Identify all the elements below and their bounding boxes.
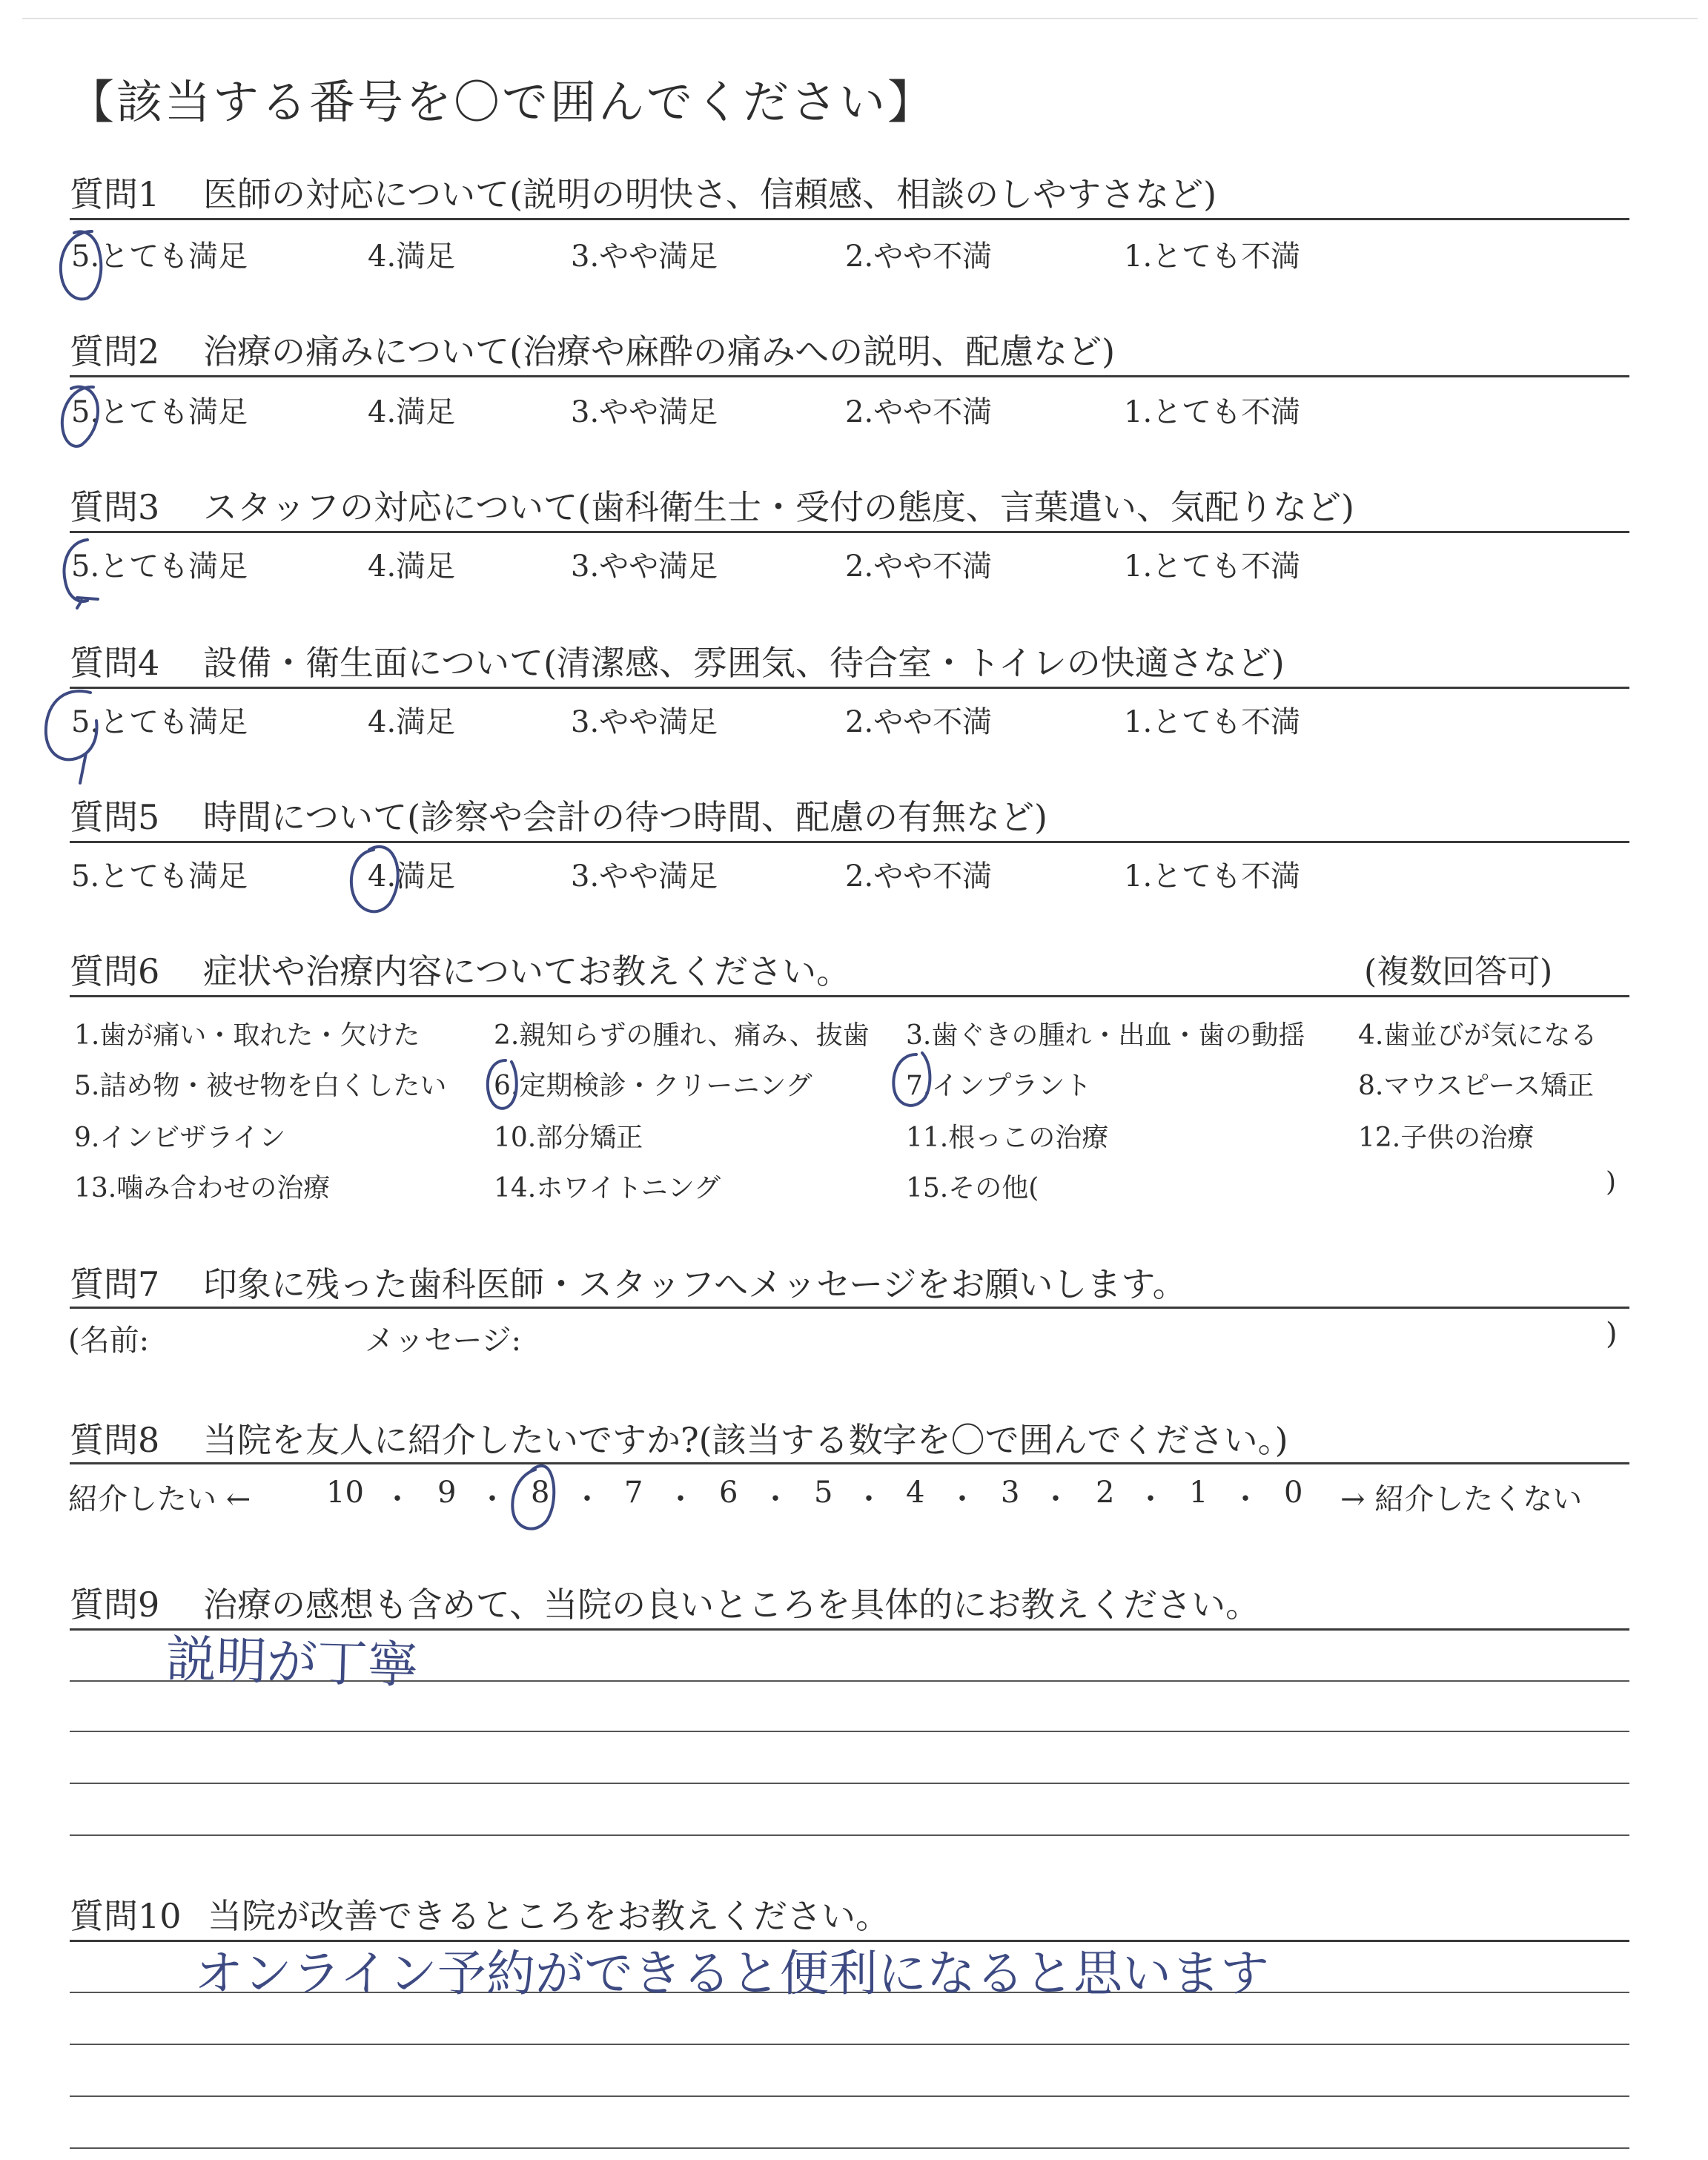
q6-answer-circle-7 bbox=[893, 1053, 930, 1106]
q8-dot: ・ bbox=[761, 1482, 790, 1516]
q8-answer-circle bbox=[512, 1466, 554, 1529]
q3-option-5[interactable]: 5.とても満足 bbox=[71, 549, 248, 584]
q1-option-2[interactable]: 2.やや不満 bbox=[845, 240, 993, 274]
q6-option-6[interactable]: 6.定期検診・クリーニング bbox=[494, 1071, 812, 1101]
q8-score-6[interactable]: 6 bbox=[719, 1476, 738, 1510]
q7-close: ) bbox=[1606, 1317, 1618, 1351]
q2-option-1[interactable]: 1.とても不満 bbox=[1124, 395, 1301, 429]
q4-text: 設備・衛生面について(清潔感、雰囲気、待合室・トイレの快適さなど) bbox=[203, 643, 1285, 683]
q2-number: 質問2 bbox=[70, 331, 160, 371]
q6-text: 症状や治療内容についてお教えください。 bbox=[203, 951, 851, 991]
q5-option-5[interactable]: 5.とても満足 bbox=[71, 859, 248, 894]
q8-right-label: → 紹介したくない bbox=[1340, 1482, 1583, 1516]
q6-option-1[interactable]: 1.歯が痛い・取れた・欠けた bbox=[74, 1020, 420, 1051]
q1-option-5[interactable]: 5.とても満足 bbox=[71, 240, 248, 274]
q2-option-3[interactable]: 3.やや満足 bbox=[571, 395, 718, 429]
q4-option-3[interactable]: 3.やや満足 bbox=[571, 705, 718, 739]
q8-score-4[interactable]: 4 bbox=[906, 1476, 925, 1510]
q3-answer-tail bbox=[77, 598, 98, 599]
q8-dot: ・ bbox=[1136, 1482, 1165, 1516]
q9-number: 質問9 bbox=[70, 1585, 160, 1625]
q8-dot: ・ bbox=[572, 1482, 602, 1516]
q9-text: 治療の感想も含めて、当院の良いところを具体的にお教えください。 bbox=[203, 1585, 1260, 1625]
q8-score-10[interactable]: 10 bbox=[326, 1476, 364, 1510]
q6-option-15[interactable]: 15.その他( bbox=[906, 1173, 1039, 1203]
q6-option-7[interactable]: 7.インプラント bbox=[906, 1071, 1092, 1101]
q5-option-3[interactable]: 3.やや満足 bbox=[571, 859, 718, 894]
q8-score-9[interactable]: 9 bbox=[437, 1476, 457, 1510]
q9-handwritten-answer[interactable]: 説明が丁寧 bbox=[165, 1630, 419, 1696]
q4-option-1[interactable]: 1.とても不満 bbox=[1124, 705, 1301, 739]
q5-option-2[interactable]: 2.やや不満 bbox=[845, 859, 993, 894]
q5-option-1[interactable]: 1.とても不満 bbox=[1124, 859, 1301, 894]
q6-option-13[interactable]: 13.噛み合わせの治療 bbox=[74, 1173, 331, 1203]
q10-text: 当院が改善できるところをお教えください。 bbox=[208, 1896, 890, 1936]
q1-number: 質問1 bbox=[70, 174, 160, 214]
q1-answer-circle bbox=[61, 231, 101, 299]
q8-dot: ・ bbox=[1041, 1482, 1070, 1516]
q6-option-9[interactable]: 9.インビザライン bbox=[74, 1123, 286, 1153]
q3-option-1[interactable]: 1.とても不満 bbox=[1124, 549, 1301, 584]
q2-option-5[interactable]: 5.とても満足 bbox=[71, 395, 248, 429]
q8-number: 質問8 bbox=[70, 1420, 160, 1460]
q6-option-3[interactable]: 3.歯ぐきの腫れ・出血・歯の動揺 bbox=[906, 1020, 1305, 1051]
q6-option-12[interactable]: 12.子供の治療 bbox=[1358, 1123, 1535, 1153]
q8-left-label: 紹介したい ← bbox=[68, 1482, 251, 1516]
q1-option-3[interactable]: 3.やや満足 bbox=[571, 240, 718, 274]
q8-dot: ・ bbox=[1231, 1482, 1260, 1516]
q8-dot: ・ bbox=[477, 1482, 507, 1516]
q8-score-5[interactable]: 5 bbox=[814, 1476, 833, 1510]
q3-option-3[interactable]: 3.やや満足 bbox=[571, 549, 718, 584]
q8-score-0[interactable]: 0 bbox=[1284, 1476, 1303, 1510]
q2-text: 治療の痛みについて(治療や麻酔の痛みへの説明、配慮など) bbox=[203, 331, 1116, 371]
q6-option-11[interactable]: 11.根っこの治療 bbox=[906, 1123, 1109, 1153]
q7-number: 質問7 bbox=[70, 1264, 160, 1304]
q3-number: 質問3 bbox=[70, 487, 160, 527]
q8-dot: ・ bbox=[383, 1482, 412, 1516]
q5-number: 質問5 bbox=[70, 797, 160, 837]
q10-handwritten-answer[interactable]: オンライン予約ができると便利になると思います bbox=[194, 1945, 1270, 2002]
q8-dot: ・ bbox=[666, 1482, 695, 1516]
q8-dot: ・ bbox=[854, 1482, 884, 1516]
q1-option-1[interactable]: 1.とても不満 bbox=[1124, 240, 1301, 274]
q8-score-8[interactable]: 8 bbox=[531, 1476, 550, 1510]
q6-option-5[interactable]: 5.詰め物・被せ物を白くしたい bbox=[74, 1071, 447, 1101]
q5-answer-circle bbox=[351, 847, 398, 911]
q6-option-14[interactable]: 14.ホワイトニング bbox=[494, 1173, 721, 1203]
q8-score-1[interactable]: 1 bbox=[1189, 1476, 1208, 1510]
q2-option-4[interactable]: 4.満足 bbox=[368, 395, 456, 429]
q4-answer-circle bbox=[46, 691, 97, 783]
q4-option-4[interactable]: 4.満足 bbox=[368, 705, 456, 739]
q6-number: 質問6 bbox=[70, 951, 160, 991]
q6-answer-circle-6 bbox=[488, 1060, 517, 1109]
q3-option-4[interactable]: 4.満足 bbox=[368, 549, 456, 584]
q3-option-2[interactable]: 2.やや不満 bbox=[845, 549, 993, 584]
q8-score-3[interactable]: 3 bbox=[1001, 1476, 1020, 1510]
q6-multiple-note: (複数回答可) bbox=[1364, 953, 1553, 991]
q8-dot: ・ bbox=[947, 1482, 977, 1516]
q1-text: 医師の対応について(説明の明快さ、信頼感、相談のしやすさなど) bbox=[203, 174, 1217, 214]
q6-option-2[interactable]: 2.親知らずの腫れ、痛み、抜歯 bbox=[494, 1020, 870, 1051]
q4-option-5[interactable]: 5.とても満足 bbox=[71, 705, 248, 739]
q3-text: スタッフの対応について(歯科衛生士・受付の態度、言葉遣い、気配りなど) bbox=[203, 487, 1354, 527]
q6-option-4[interactable]: 4.歯並びが気になる bbox=[1358, 1020, 1598, 1051]
q2-answer-circle bbox=[62, 387, 98, 446]
q4-option-2[interactable]: 2.やや不満 bbox=[845, 705, 993, 739]
q6-option-15-close: ) bbox=[1606, 1167, 1617, 1198]
q5-text: 時間について(診察や会計の待つ時間、配慮の有無など) bbox=[203, 797, 1047, 837]
q7-name-label: (名前: bbox=[68, 1324, 150, 1358]
q10-number: 質問10 bbox=[70, 1896, 182, 1936]
q6-option-10[interactable]: 10.部分矯正 bbox=[494, 1123, 643, 1153]
q8-text: 当院を友人に紹介したいですか?(該当する数字を〇で囲んでください。) bbox=[203, 1420, 1288, 1460]
q7-message-label: メッセージ: bbox=[365, 1324, 522, 1358]
q6-option-8[interactable]: 8.マウスピース矯正 bbox=[1358, 1071, 1595, 1101]
q5-option-4[interactable]: 4.満足 bbox=[368, 859, 456, 894]
page-heading: 【該当する番号を〇で囲んでください】 bbox=[68, 75, 936, 129]
q4-number: 質問4 bbox=[70, 643, 160, 683]
q8-score-7[interactable]: 7 bbox=[624, 1476, 643, 1510]
q2-option-2[interactable]: 2.やや不満 bbox=[845, 395, 993, 429]
q7-text: 印象に残った歯科医師・スタッフへメッセージをお願いします。 bbox=[203, 1264, 1187, 1304]
q1-option-4[interactable]: 4.満足 bbox=[368, 240, 456, 274]
q8-score-2[interactable]: 2 bbox=[1096, 1476, 1115, 1510]
